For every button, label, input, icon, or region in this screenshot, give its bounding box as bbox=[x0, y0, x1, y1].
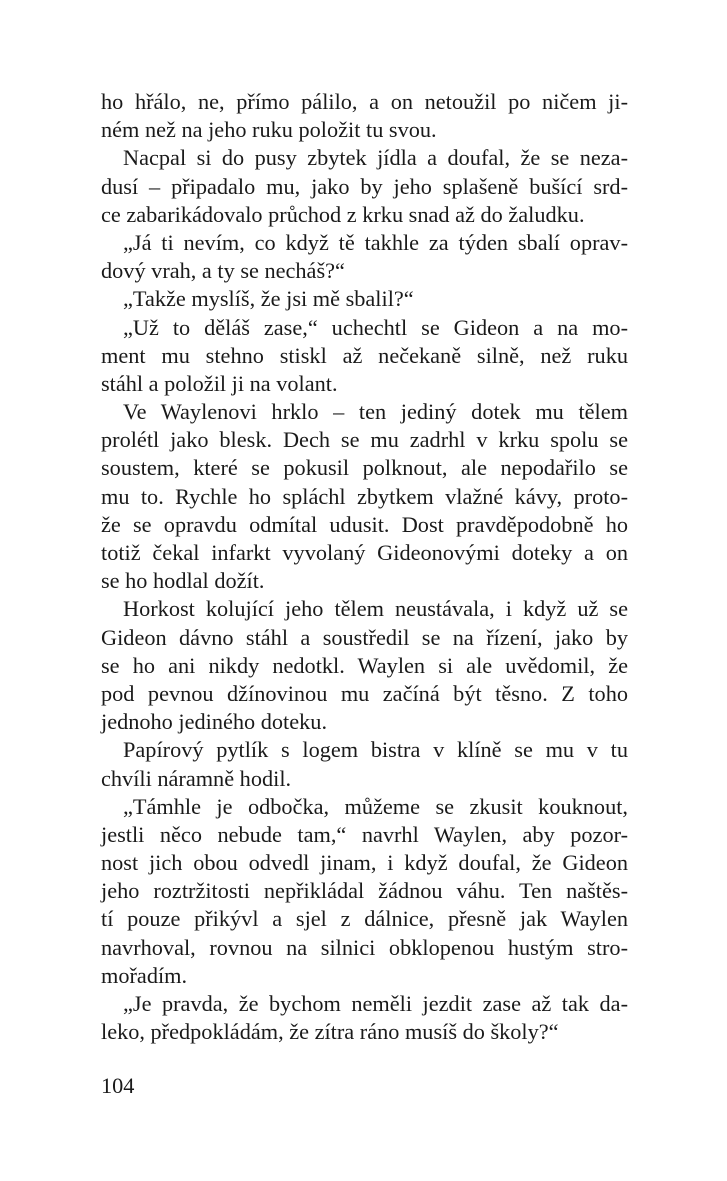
text-line: Horkost kolující jeho tělem neustávala, i když už se bbox=[123, 596, 628, 622]
text-line: „Je pravda, že bychom neměli jezdit zase až tak da- bbox=[123, 991, 628, 1016]
text-line: soustem, které se pokusil polknout, ale nepodařilo se bbox=[101, 455, 628, 481]
paragraph bbox=[101, 88, 628, 144]
text-line: jestli něco nebude tam,“ navrhl Waylen, aby pozor- bbox=[101, 821, 628, 847]
text-line: dusí – připadalo mu, jako by jeho splašeně bušící srd- bbox=[101, 173, 628, 199]
text-line: jeho roztržitosti nepřikládal žádnou váhu. Ten naštěs- bbox=[101, 878, 628, 904]
text-line: mu to. Rychle ho spláchl zbytkem vlažné kávy, proto- bbox=[101, 483, 628, 509]
paragraph bbox=[101, 990, 628, 1046]
text-line: Nacpal si do pusy zbytek jídla a doufal, že se neza- bbox=[123, 145, 628, 171]
page-number: 104 bbox=[101, 1073, 135, 1098]
text-line: že se opravdu odmítal udusit. Dost pravděpodobně ho bbox=[101, 511, 628, 537]
paragraph bbox=[101, 595, 628, 736]
text-line: „Už to děláš zase,“ uchechtl se Gideon a na mo- bbox=[123, 314, 628, 340]
paragraph bbox=[101, 736, 628, 792]
text-line: totiž čekal infarkt vyvolaný Gideonovými doteky a on bbox=[101, 540, 628, 565]
text-line: jednoho jediného doteku. bbox=[101, 709, 328, 735]
text-line: Gideon dávno stáhl a soustředil se na řízení, jako by bbox=[101, 624, 628, 650]
text-line: „Takže myslíš, že jsi mě sbalil?“ bbox=[123, 286, 414, 312]
text-line: nost jich obou odvedl jinam, i když doufal, že Gideon bbox=[101, 850, 628, 876]
text-line: leko, předpokládám, že zítra ráno musíš do školy?“ bbox=[101, 1019, 559, 1045]
text-line: se ho ani nikdy nedotkl. Waylen si ale uvědomil, že bbox=[101, 652, 628, 678]
paragraph bbox=[101, 144, 628, 229]
text-line: mořadím. bbox=[101, 962, 188, 988]
text-line: se ho hodlal dožít. bbox=[101, 568, 265, 594]
text-line: ment mu stehno stiskl až nečekaně silně, než ruku bbox=[101, 342, 628, 368]
paragraph bbox=[101, 314, 628, 399]
text-line: ném než na jeho ruku položit tu svou. bbox=[101, 117, 437, 143]
text-line: pod pevnou džínovinou mu začíná být těsno. Z toho bbox=[101, 680, 628, 706]
book-page-body bbox=[101, 88, 628, 1046]
text-line: dový vrah, a ty se necháš?“ bbox=[101, 258, 345, 284]
text-line: navrhoval, rovnou na silnici obklopenou hustým stro- bbox=[101, 934, 628, 960]
paragraph bbox=[101, 229, 628, 285]
text-line: „Támhle je odbočka, můžeme se zkusit kouknout, bbox=[123, 793, 628, 819]
text-line: „Já ti nevím, co když tě takhle za týden sbalí oprav- bbox=[123, 229, 628, 255]
text-line: ce zabarikádovalo průchod z krku snad až do žaludku. bbox=[101, 201, 585, 227]
text-line: ho hřálo, ne, přímo pálilo, a on netoužil po ničem ji- bbox=[101, 89, 628, 114]
text-line: stáhl a položil ji na volant. bbox=[101, 370, 338, 396]
text-line: Ve Waylenovi hrklo – ten jediný dotek mu tělem bbox=[123, 399, 628, 425]
text-line: tí pouze přikývl a sjel z dálnice, přesně jak Waylen bbox=[101, 906, 628, 932]
paragraph bbox=[101, 285, 628, 313]
text-line: Papírový pytlík s logem bistra v klíně se mu v tu bbox=[123, 737, 628, 763]
paragraph bbox=[101, 398, 628, 595]
text-line: prolétl jako blesk. Dech se mu zadrhl v krku spolu se bbox=[101, 427, 628, 453]
paragraph bbox=[101, 793, 628, 990]
text-line: chvíli náramně hodil. bbox=[101, 765, 292, 791]
